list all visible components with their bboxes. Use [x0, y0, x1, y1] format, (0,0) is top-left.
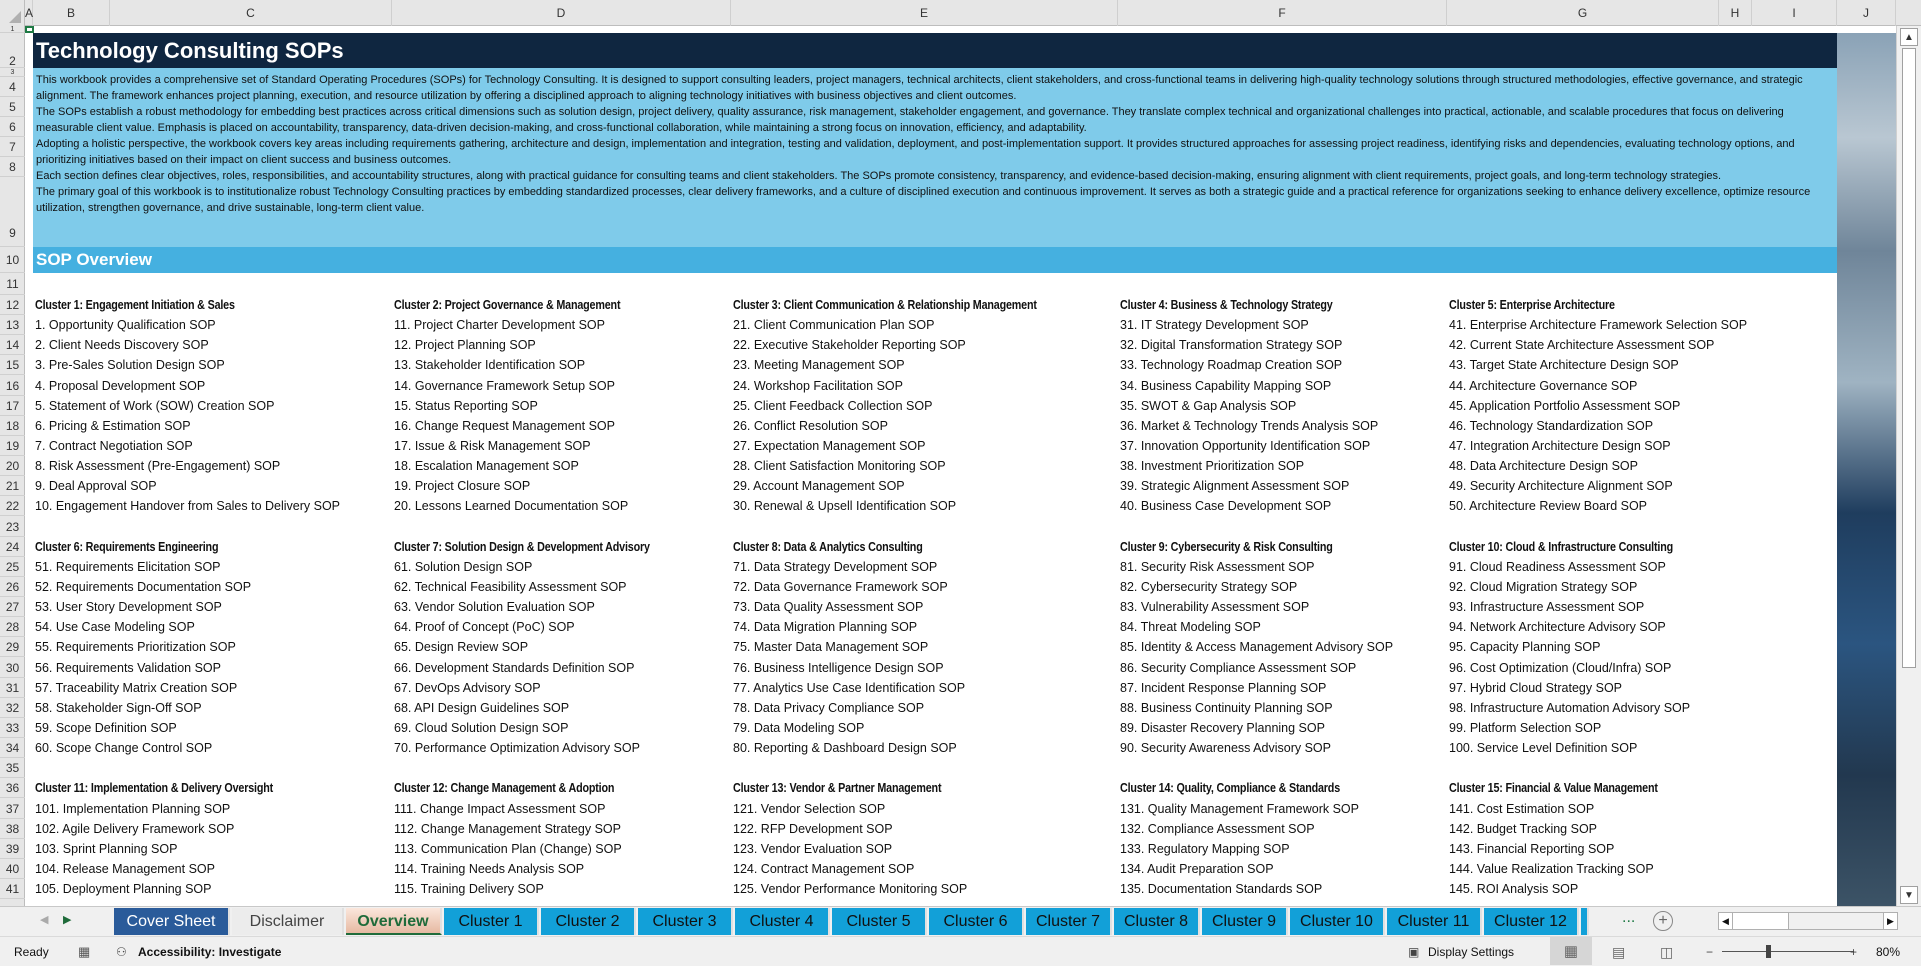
sop-list-item: 114. Training Needs Analysis SOP — [394, 861, 585, 876]
status-bar — [0, 936, 1921, 966]
cluster-heading: Cluster 14: Quality, Compliance & Standards — [1120, 781, 1341, 796]
sop-list-item: 23. Meeting Management SOP — [733, 358, 905, 373]
row-header[interactable]: 35 — [0, 758, 25, 778]
sop-list-item: 104. Release Management SOP — [35, 861, 215, 876]
sop-list-item: 5. Statement of Work (SOW) Creation SOP — [35, 398, 275, 413]
add-sheet-icon[interactable]: + — [1653, 911, 1673, 931]
sop-list-item: 43. Target State Architecture Design SOP — [1449, 358, 1679, 373]
sop-list-item: 55. Requirements Prioritization SOP — [35, 640, 236, 655]
sop-list-item: 84. Threat Modeling SOP — [1120, 620, 1261, 635]
more-tabs-button[interactable]: ... — [1622, 909, 1636, 926]
cluster-heading: Cluster 3: Client Communication & Relationship Management — [733, 298, 1037, 312]
sop-list-item: 111. Change Impact Assessment SOP — [394, 801, 606, 816]
sop-list-item: 40. Business Case Development SOP — [1120, 499, 1332, 514]
row-header[interactable]: 6 — [0, 117, 25, 137]
row-header[interactable]: 28 — [0, 617, 25, 637]
row-header[interactable]: 41 — [0, 879, 25, 899]
column-header[interactable]: G — [1447, 0, 1719, 26]
zoom-level[interactable]: 80% — [1876, 945, 1901, 959]
sop-list-item: 14. Governance Framework Setup SOP — [394, 378, 615, 393]
row-header[interactable]: 11 — [0, 273, 25, 295]
sheet-tab-cluster-1[interactable]: Cluster 1 — [444, 908, 539, 935]
scroll-down-icon[interactable]: ▼ — [1900, 886, 1918, 904]
sop-list-item: 125. Vendor Performance Monitoring SOP — [733, 882, 968, 897]
sop-list-item: 78. Data Privacy Compliance SOP — [733, 700, 925, 715]
cluster-heading: Cluster 8: Data & Analytics Consulting — [733, 539, 923, 554]
section-title: SOP Overview — [33, 247, 1837, 273]
sop-list-item: 64. Proof of Concept (PoC) SOP — [394, 620, 575, 635]
column-header[interactable]: A — [25, 0, 33, 26]
sop-list-item: 34. Business Capability Mapping SOP — [1120, 378, 1332, 393]
sop-list-item: 70. Performance Optimization Advisory SOP — [394, 741, 640, 756]
sop-list-item: 48. Data Architecture Design SOP — [1449, 459, 1638, 474]
row-header[interactable]: 17 — [0, 396, 25, 416]
sop-list-item: 52. Requirements Documentation SOP — [35, 579, 252, 594]
sop-list-item: 39. Strategic Alignment Assessment SOP — [1120, 479, 1350, 494]
sop-list-item: 24. Workshop Facilitation SOP — [733, 378, 903, 393]
sop-list-item: 38. Investment Prioritization SOP — [1120, 459, 1305, 474]
row-header[interactable]: 32 — [0, 698, 25, 718]
sop-list-item: 74. Data Migration Planning SOP — [733, 620, 918, 635]
cluster-heading: Cluster 11: Implementation & Delivery Oversight — [35, 781, 274, 796]
row-header[interactable]: 22 — [0, 496, 25, 516]
sop-list-item: 142. Budget Tracking SOP — [1449, 821, 1598, 836]
sop-list-item: 73. Data Quality Assessment SOP — [733, 600, 924, 615]
row-header[interactable]: 34 — [0, 738, 25, 758]
row-header[interactable]: 8 — [0, 157, 25, 177]
sop-list-item: 102. Agile Delivery Framework SOP — [35, 821, 235, 836]
sop-list-item: 67. DevOps Advisory SOP — [394, 680, 541, 695]
sheet-tab-cluster-12[interactable]: Cluster 12 — [1484, 908, 1579, 935]
column-header[interactable]: E — [731, 0, 1118, 26]
row-header[interactable]: 33 — [0, 718, 25, 738]
cluster-heading: Cluster 12: Change Management & Adoption — [394, 781, 615, 796]
sop-list-item: 133. Regulatory Mapping SOP — [1120, 841, 1290, 856]
sop-list-item: 45. Application Portfolio Assessment SOP — [1449, 398, 1681, 413]
sop-list-item: 134. Audit Preparation SOP — [1120, 861, 1274, 876]
sop-list-item: 79. Data Modeling SOP — [733, 720, 865, 735]
row-header[interactable]: 3 — [0, 68, 25, 77]
sop-list-item: 96. Cost Optimization (Cloud/Infra) SOP — [1449, 660, 1672, 675]
sop-list-item: 92. Cloud Migration Strategy SOP — [1449, 579, 1638, 594]
sop-list-item: 61. Solution Design SOP — [394, 559, 533, 574]
sop-list-item: 135. Documentation Standards SOP — [1120, 882, 1323, 897]
zoom-slider-thumb[interactable] — [1766, 945, 1771, 958]
sop-list-item: 93. Infrastructure Assessment SOP — [1449, 600, 1645, 615]
sop-list-item: 77. Analytics Use Case Identification SOP — [733, 680, 966, 695]
sop-list-item: 42. Current State Architecture Assessment SOP — [1449, 338, 1715, 353]
row-header[interactable]: 10 — [0, 247, 25, 273]
sop-list-item: 37. Innovation Opportunity Identification SOP — [1120, 438, 1371, 453]
horizontal-scrollbar[interactable] — [1718, 912, 1898, 930]
sop-list-item: 10. Engagement Handover from Sales to Delivery SOP — [35, 499, 341, 514]
sop-list-item: 33. Technology Roadmap Creation SOP — [1120, 358, 1343, 373]
page-break-preview-icon[interactable]: ◫ — [1660, 944, 1674, 960]
active-cell-selector[interactable] — [25, 26, 34, 33]
cluster-heading: Cluster 7: Solution Design & Development Advisory — [394, 539, 650, 554]
zoom-in-button[interactable]: + — [1850, 945, 1858, 959]
column-header[interactable]: D — [392, 0, 731, 26]
scroll-up-icon[interactable]: ▲ — [1900, 28, 1918, 46]
sheet-tab-disclaimer[interactable]: Disclaimer — [232, 908, 344, 935]
sop-list-item: 13. Stakeholder Identification SOP — [394, 358, 586, 373]
sop-list-item: 6. Pricing & Estimation SOP — [35, 418, 191, 433]
sop-list-item: 105. Deployment Planning SOP — [35, 882, 212, 897]
sheet-tab-cluster-6[interactable]: Cluster 6 — [929, 908, 1024, 935]
sop-list-item: 53. User Story Development SOP — [35, 600, 222, 615]
row-header[interactable]: 30 — [0, 658, 25, 678]
column-header[interactable]: J — [1837, 0, 1896, 26]
sop-list-item: 65. Design Review SOP — [394, 640, 529, 655]
page-title: Technology Consulting SOPs — [33, 33, 1837, 68]
sop-list-item: 30. Renewal & Upsell Identification SOP — [733, 499, 957, 514]
sop-list-item: 12. Project Planning SOP — [394, 338, 536, 353]
display-settings-icon: ▣ — [1408, 945, 1420, 959]
sop-list-item: 11. Project Charter Development SOP — [394, 318, 605, 333]
sop-list-item: 81. Security Risk Assessment SOP — [1120, 559, 1315, 574]
sop-list-item: 29. Account Management SOP — [733, 479, 905, 494]
sheet-tab-cluster-11[interactable]: Cluster 11 — [1387, 908, 1482, 935]
row-header[interactable]: 21 — [0, 476, 25, 496]
row-header[interactable]: 2 — [0, 33, 25, 68]
tab-scroll-left-icon[interactable]: ◀ — [40, 914, 49, 926]
cluster-heading: Cluster 1: Engagement Initiation & Sales — [35, 298, 235, 312]
sheet-tab-cluster-2[interactable]: Cluster 2 — [541, 908, 636, 935]
row-header[interactable]: 39 — [0, 839, 25, 859]
sop-list-item: 54. Use Case Modeling SOP — [35, 620, 195, 635]
sop-list-item: 36. Market & Technology Trends Analysis SOP — [1120, 418, 1379, 433]
sop-list-item: 86. Security Compliance Assessment SOP — [1120, 660, 1357, 675]
row-header[interactable]: 24 — [0, 537, 25, 557]
row-headers — [0, 26, 25, 906]
sop-list-item: 69. Cloud Solution Design SOP — [394, 720, 569, 735]
row-header[interactable]: 1 — [0, 26, 25, 33]
sop-list-item: 144. Value Realization Tracking SOP — [1449, 861, 1654, 876]
description-paragraph: Adopting a holistic perspective, the workbook covers key areas including requirements gathering, architecture and design, implementation and integration, testing and validation, deployment, and post-implementation support. It provides structured approaches for assessing project readiness, identifying risks and dependencies, evaluating technology options, and prioritizing initiatives based on their impact on client success and business outcomes. — [36, 138, 1795, 166]
horizontal-scroll-thumb[interactable] — [1733, 913, 1789, 929]
sop-list-item: 1. Opportunity Qualification SOP — [35, 318, 216, 333]
sheet-tab-cluster-9[interactable]: Cluster 9 — [1202, 908, 1288, 935]
macro-recording-icon[interactable]: ▦ — [78, 944, 91, 959]
sop-list-item: 98. Infrastructure Automation Advisory SOP — [1449, 700, 1691, 715]
sop-list-item: 9. Deal Approval SOP — [35, 479, 157, 494]
sop-list-item: 122. RFP Development SOP — [733, 821, 893, 836]
sop-list-item: 145. ROI Analysis SOP — [1449, 882, 1579, 897]
sop-list-item: 132. Compliance Assessment SOP — [1120, 821, 1315, 836]
row-header[interactable]: 15 — [0, 355, 25, 375]
sop-list-item: 88. Business Continuity Planning SOP — [1120, 700, 1333, 715]
sop-list-item: 121. Vendor Selection SOP — [733, 801, 886, 816]
sop-list-item: 101. Implementation Planning SOP — [35, 801, 231, 816]
sop-list-item: 56. Requirements Validation SOP — [35, 660, 221, 675]
sop-list-item: 46. Technology Standardization SOP — [1449, 418, 1654, 433]
sop-list-item: 100. Service Level Definition SOP — [1449, 741, 1638, 756]
row-header[interactable]: 26 — [0, 577, 25, 597]
cluster-heading: Cluster 5: Enterprise Architecture — [1449, 298, 1615, 312]
row-header[interactable]: 5 — [0, 97, 25, 117]
sop-list-item: 51. Requirements Elicitation SOP — [35, 559, 221, 574]
sop-list-item: 85. Identity & Access Management Advisory SOP — [1120, 640, 1394, 655]
sop-list-item: 21. Client Communication Plan SOP — [733, 318, 935, 333]
cluster-heading: Cluster 10: Cloud & Infrastructure Consulting — [1449, 539, 1674, 554]
sheet-tab-cluster-8[interactable]: Cluster 8 — [1114, 908, 1200, 935]
sop-list-item: 17. Issue & Risk Management SOP — [394, 438, 591, 453]
row-header[interactable]: 20 — [0, 456, 25, 476]
row-header[interactable]: 38 — [0, 819, 25, 839]
row-header[interactable]: 23 — [0, 517, 25, 537]
sop-list-item: 3. Pre-Sales Solution Design SOP — [35, 358, 225, 373]
column-header[interactable]: B — [33, 0, 110, 26]
sop-list-item: 4. Proposal Development SOP — [35, 378, 206, 393]
sop-list-item: 19. Project Closure SOP — [394, 479, 531, 494]
sop-list-item: 115. Training Delivery SOP — [394, 882, 544, 897]
sop-list-item: 58. Stakeholder Sign-Off SOP — [35, 700, 202, 715]
sop-list-item: 49. Security Architecture Alignment SOP — [1449, 479, 1673, 494]
column-header[interactable]: H — [1719, 0, 1752, 26]
sheet-tab-bar — [0, 906, 1921, 936]
sheet-tab-cluster-4[interactable]: Cluster 4 — [735, 908, 830, 935]
sop-list-item: 87. Incident Response Planning SOP — [1120, 680, 1327, 695]
sop-list-item: 8. Risk Assessment (Pre-Engagement) SOP — [35, 459, 281, 474]
row-header[interactable]: 37 — [0, 799, 25, 819]
sop-list-item: 7. Contract Negotiation SOP — [35, 438, 193, 453]
sop-list-item: 97. Hybrid Cloud Strategy SOP — [1449, 680, 1622, 695]
select-all-button[interactable] — [0, 0, 25, 26]
row-header[interactable]: 29 — [0, 637, 25, 657]
sop-list-item: 31. IT Strategy Development SOP — [1120, 318, 1309, 333]
row-header[interactable]: 12 — [0, 295, 25, 315]
row-header[interactable]: 13 — [0, 315, 25, 335]
sop-list-item: 131. Quality Management Framework SOP — [1120, 801, 1359, 816]
horizontal-scroll-track[interactable] — [1789, 913, 1883, 929]
column-header[interactable]: F — [1118, 0, 1447, 26]
sheet-tab-overview[interactable]: Overview — [346, 908, 442, 935]
sop-list-item: 18. Escalation Management SOP — [394, 459, 579, 474]
description-paragraph: This workbook provides a comprehensive set of Standard Operating Procedures (SOPs) for Technology Consulting. It is designed to support consulting leaders, project managers, technical architects, client stakeholders, and cross-functional teams in delivering high-quality technology solutions through structured methodologies, effective governance, and strategic alignment. The framework enhances project planning, execution, and resource utilization by offering a disciplined approach to aligning technology initiatives with business objectives and client outcomes. — [36, 74, 1803, 102]
sop-list-item: 113. Communication Plan (Change) SOP — [394, 841, 622, 856]
page-layout-view-icon[interactable]: ▤ — [1612, 944, 1626, 960]
sop-list-item: 20. Lessons Learned Documentation SOP — [394, 499, 629, 514]
display-settings-button[interactable]: Display Settings — [1428, 945, 1515, 959]
background-photo — [1837, 33, 1896, 906]
sop-list-item: 57. Traceability Matrix Creation SOP — [35, 680, 238, 695]
sop-list-item: 68. API Design Guidelines SOP — [394, 700, 570, 715]
sop-list-item: 71. Data Strategy Development SOP — [733, 559, 938, 574]
sop-list-item: 66. Development Standards Definition SOP — [394, 660, 635, 675]
column-headers — [0, 0, 1921, 26]
sop-list-item: 15. Status Reporting SOP — [394, 398, 538, 413]
cluster-heading: Cluster 6: Requirements Engineering — [35, 539, 219, 554]
description-paragraph: Each section defines clear objectives, roles, responsibilities, and accountability structures, along with practical guidance for consulting teams and client stakeholders. The SOPs promote consistency, transparency, and evidence-based decision-making, ensuring alignment with client requirements, project goals, and long-term technology strategies. — [36, 170, 1722, 182]
sop-list-item: 83. Vulnerability Assessment SOP — [1120, 600, 1310, 615]
row-header[interactable]: 40 — [0, 859, 25, 879]
zoom-slider[interactable] — [1722, 951, 1854, 952]
row-header[interactable]: 27 — [0, 597, 25, 617]
description-paragraph: The primary goal of this workbook is to institutionalize robust Technology Consulting practices by embedding standardized processes, clear delivery frameworks, and a culture of disciplined execution and continuous improvement. It serves as both a strategic guide and a practical reference for organizations seeking to enhance delivery excellence, optimize resource utilization, strengthen governance, and drive sustainable, long-term client value. — [36, 186, 1811, 214]
row-header[interactable]: 14 — [0, 335, 25, 355]
row-header[interactable]: 16 — [0, 376, 25, 396]
row-header[interactable]: 9 — [0, 177, 25, 247]
sop-list-item: 32. Digital Transformation Strategy SOP — [1120, 338, 1343, 353]
sop-list-item: 47. Integration Architecture Design SOP — [1449, 438, 1671, 453]
sop-list-item: 90. Security Awareness Advisory SOP — [1120, 741, 1331, 756]
sop-list-item: 2. Client Needs Discovery SOP — [35, 338, 209, 353]
zoom-out-button[interactable]: − — [1706, 945, 1714, 959]
cluster-heading: Cluster 9: Cybersecurity & Risk Consulting — [1120, 539, 1333, 554]
row-header[interactable]: 25 — [0, 557, 25, 577]
sop-list-item: 27. Expectation Management SOP — [733, 438, 926, 453]
sop-list-item: 59. Scope Definition SOP — [35, 720, 177, 735]
sop-list-item: 89. Disaster Recovery Planning SOP — [1120, 720, 1325, 735]
row-header[interactable]: 36 — [0, 778, 25, 798]
cluster-heading: Cluster 4: Business & Technology Strategy — [1120, 298, 1333, 312]
sop-list-item: 28. Client Satisfaction Monitoring SOP — [733, 459, 946, 474]
description-paragraph: The SOPs establish a robust methodology for embedding best practices across critical dimensions such as solution design, project delivery, quality assurance, risk management, stakeholder engagement, and governance. They translate complex technical and organizational challenges into practical, actionable, and scalable procedures that focus on delivering measurable client value. Emphasis is placed on accountability, transparency, data-driven decision-making, and cross-functional collaboration, while maintaining a strong focus on innovation, efficiency, and adaptability. — [36, 106, 1784, 134]
description-block — [33, 68, 1837, 247]
row-header[interactable]: 18 — [0, 416, 25, 436]
sop-list-item: 35. SWOT & Gap Analysis SOP — [1120, 398, 1297, 413]
sop-list-item: 60. Scope Change Control SOP — [35, 741, 213, 756]
sop-list-item: 123. Vendor Evaluation SOP — [733, 841, 893, 856]
sheet-tab-cover-sheet[interactable]: Cover Sheet — [114, 908, 230, 935]
scrollbar-thumb[interactable] — [1902, 48, 1916, 668]
sop-list-item: 141. Cost Estimation SOP — [1449, 801, 1595, 816]
column-header[interactable]: C — [110, 0, 392, 26]
sop-list-item: 41. Enterprise Architecture Framework Selection SOP — [1449, 318, 1748, 333]
cluster-heading: Cluster 15: Financial & Value Management — [1449, 781, 1658, 796]
sop-list-item: 75. Master Data Management SOP — [733, 640, 929, 655]
cluster-heading: Cluster 13: Vendor & Partner Management — [733, 781, 942, 796]
row-header[interactable]: 7 — [0, 137, 25, 157]
accessibility-status[interactable]: Accessibility: Investigate — [138, 945, 282, 959]
normal-view-icon[interactable]: ▦ — [1550, 937, 1592, 965]
row-header[interactable]: 19 — [0, 436, 25, 456]
sop-list-item: 99. Platform Selection SOP — [1449, 720, 1602, 735]
scroll-right-icon[interactable]: ▶ — [1883, 913, 1897, 929]
sop-list-item: 143. Financial Reporting SOP — [1449, 841, 1615, 856]
sheet-tab-partial[interactable] — [1581, 908, 1589, 935]
sop-list-item: 62. Technical Feasibility Assessment SOP — [394, 579, 627, 594]
tab-scroll-right-icon[interactable]: ▶ — [63, 914, 72, 926]
sop-list-item: 16. Change Request Management SOP — [394, 418, 615, 433]
status-ready: Ready — [14, 945, 49, 959]
sop-list-item: 103. Sprint Planning SOP — [35, 841, 178, 856]
sop-list-item: 50. Architecture Review Board SOP — [1449, 499, 1648, 514]
scroll-left-icon[interactable]: ◀ — [1719, 913, 1733, 929]
sheet-tab-cluster-5[interactable]: Cluster 5 — [832, 908, 927, 935]
sheet-tab-cluster-7[interactable]: Cluster 7 — [1026, 908, 1112, 935]
sop-list-item: 94. Network Architecture Advisory SOP — [1449, 620, 1666, 635]
sop-list-item: 26. Conflict Resolution SOP — [733, 418, 888, 433]
sop-list-item: 91. Cloud Readiness Assessment SOP — [1449, 559, 1666, 574]
sop-list-item: 25. Client Feedback Collection SOP — [733, 398, 933, 413]
sop-list-item: 80. Reporting & Dashboard Design SOP — [733, 741, 957, 756]
accessibility-icon: ⚇ — [116, 945, 127, 959]
sop-list-item: 112. Change Management Strategy SOP — [394, 821, 621, 836]
sop-list-item: 72. Data Governance Framework SOP — [733, 579, 948, 594]
sop-list-item: 76. Business Intelligence Design SOP — [733, 660, 944, 675]
sheet-tab-cluster-3[interactable]: Cluster 3 — [638, 908, 733, 935]
sop-list-item: 95. Capacity Planning SOP — [1449, 640, 1601, 655]
sop-list-item: 124. Contract Management SOP — [733, 861, 915, 876]
sheet-tab-cluster-10[interactable]: Cluster 10 — [1290, 908, 1385, 935]
vertical-scrollbar[interactable] — [1896, 26, 1921, 906]
cluster-heading: Cluster 2: Project Governance & Management — [394, 298, 621, 312]
column-header[interactable]: I — [1752, 0, 1837, 26]
sop-list-item: 82. Cybersecurity Strategy SOP — [1120, 579, 1298, 594]
row-header[interactable]: 4 — [0, 77, 25, 97]
row-header[interactable]: 31 — [0, 678, 25, 698]
sop-list-item: 44. Architecture Governance SOP — [1449, 378, 1638, 393]
sop-list-item: 63. Vendor Solution Evaluation SOP — [394, 600, 595, 615]
sop-list-item: 22. Executive Stakeholder Reporting SOP — [733, 338, 966, 353]
